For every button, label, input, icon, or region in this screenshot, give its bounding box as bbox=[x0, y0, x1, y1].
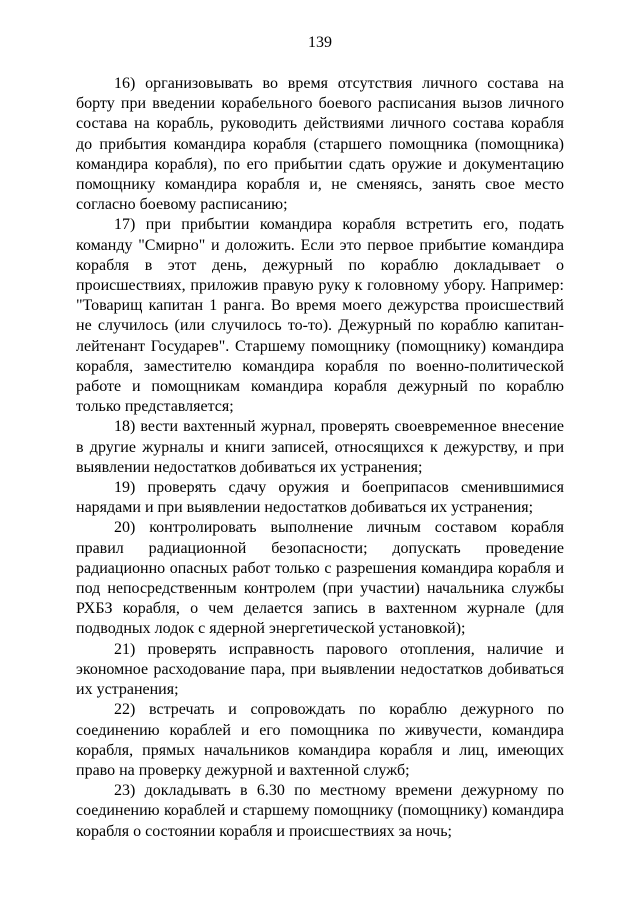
item-number: 21) bbox=[114, 640, 136, 658]
item-number: 18) bbox=[114, 418, 136, 436]
item-number: 16) bbox=[114, 75, 136, 92]
item-text: докладывать в 6.30 по местному времени дежурному по соединению кораблей и старшему помощнику (помощнику) командира корабля о состоянии корабля и происшествиях за ночь; bbox=[76, 782, 564, 840]
item-number: 20) bbox=[114, 519, 136, 537]
list-item-17 bbox=[76, 215, 564, 417]
item-number: 23) bbox=[114, 782, 136, 800]
document-body bbox=[76, 74, 564, 842]
list-item-16 bbox=[76, 74, 564, 215]
item-text: проверять сдачу оружия и боеприпасов сменившимися нарядами и при выявлении недостатков добиваться их устранения; bbox=[76, 479, 565, 517]
item-text: при прибытии командира корабля встретить его, подать команду "Смирно" и доложить. Если это первое прибытие командира корабля в этот день, дежурный по кораблю докладывает о происшествиях, приложив правую руку к головному убору. Например: "Товарищ капитан 1 ранга. Во время моего дежурства происшествий не случилось (или случилось то-то). Дежурный по кораблю капитан-лейтенант Государев". Старшему помощнику (помощнику) командира корабля, заместителю командира корабля по военно-политической работе и помощникам командира корабля дежурный по кораблю только представляется; bbox=[76, 216, 564, 416]
item-text: проверять исправность парового отопления, наличие и экономное расходование пара, при выявлении недостатков добиваться их устранения; bbox=[76, 640, 564, 699]
item-number: 19) bbox=[114, 479, 136, 497]
item-text: вести вахтенный журнал, проверять своевременное внесение в другие журналы и книги записей, относящихся к дежурству, и при выявлении недостатков добиваться их устранения; bbox=[76, 418, 564, 476]
item-text: организовывать во время отсутствия личного состава на борту при введении корабельного боевого расписания вызов личного состава на корабль, руководить действиями личного состава корабля до прибытия командира корабля (старшего помощника (помощника) командира корабля), по его прибытии сдать оружие и документацию помощнику командира корабля и, не сменяясь, занять свое место согласно боевому расписанию; bbox=[76, 75, 565, 214]
page-number: 139 bbox=[308, 34, 332, 51]
item-number: 22) bbox=[114, 701, 136, 719]
list-item-21 bbox=[76, 640, 564, 701]
list-item-19 bbox=[76, 478, 564, 518]
item-text: контролировать выполнение личным составом корабля правил радиационной безопасности; допускать проведение радиационно опасных работ только с разрешения командира корабля и под непосредственным контролем (при участии) начальника службы РХБЗ корабля, о чем делается запись в вахтенном журнале (для подводных лодок с ядерной энергетической установкой); bbox=[76, 519, 565, 638]
item-number: 17) bbox=[114, 216, 136, 234]
list-item-23 bbox=[76, 781, 564, 842]
list-item-20 bbox=[76, 518, 564, 639]
list-item-22 bbox=[76, 700, 564, 781]
item-text: встречать и сопровождать по кораблю дежурного по соединению кораблей и его помощника по живучести, командира корабля, прямых начальников командира корабля и лиц, имеющих право на проверку дежурной и вахтенной служб; bbox=[76, 701, 565, 779]
list-item-18 bbox=[76, 417, 564, 478]
